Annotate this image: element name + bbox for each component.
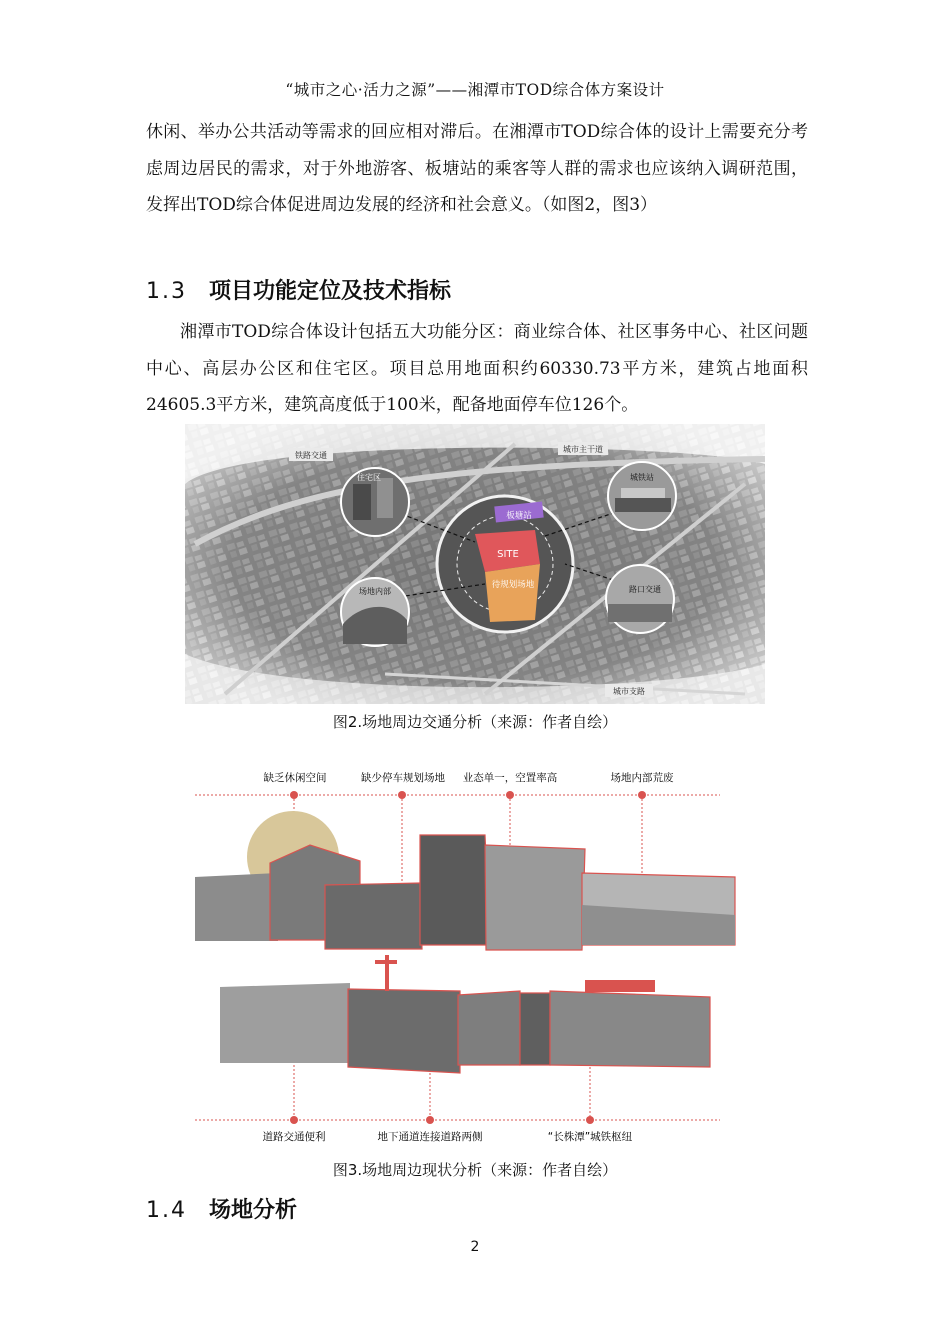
figure-3-caption: 图3.场地周边现状分析（来源：作者自绘） — [332, 1161, 618, 1179]
rail-traffic-label: 铁路交通 — [295, 451, 327, 460]
section-title: 项目功能定位及技术指标 — [209, 279, 452, 304]
bottom-photo-strip — [220, 955, 710, 1073]
figure-2-traffic-map — [185, 424, 765, 704]
bantang-label: 板塘站 — [506, 511, 532, 521]
planned-site-block — [485, 564, 540, 622]
section-heading-1-3 — [146, 274, 451, 305]
junction-photo-circle — [606, 565, 674, 633]
residential-label: 住宅区 — [357, 473, 381, 482]
site-label: SITE — [497, 549, 519, 560]
section-heading-1-4 — [146, 1193, 297, 1224]
running-header: “城市之心·活力之源”——湘潭市TOD综合体方案设计 — [285, 81, 665, 99]
figure-3-site-status — [190, 765, 765, 1155]
residential-photo-circle — [341, 468, 409, 536]
planned-site-label: 待规划场地 — [491, 580, 535, 590]
bottom-label-1: 道路交通便利 — [262, 1131, 326, 1143]
body-paragraph-2: 湘潭市TOD综合体设计包括五大功能分区：商业综合体、社区事务中心、社区问题中心、高层办公区和住宅区。项目总用地面积约60330.73平方米，建筑占地面积24605.3平方米，建筑高度低于100米，配备地面停车位126个。 — [146, 322, 808, 415]
top-label-3: 业态单一，空置率高 — [462, 772, 558, 784]
bottom-label-3: “长株潭”城铁枢纽 — [547, 1131, 633, 1143]
interior-photo-circle — [341, 578, 409, 646]
interior-label: 场地内部 — [359, 587, 391, 596]
page-number: 2 — [470, 1239, 480, 1255]
top-label-4: 场地内部荒废 — [610, 772, 674, 784]
station-photo-circle — [608, 462, 676, 530]
figure-2-caption: 图2.场地周边交通分析（来源：作者自绘） — [332, 713, 618, 731]
top-label-2: 缺少停车规划场地 — [361, 772, 445, 784]
main-road-label: 城市主干道 — [563, 445, 603, 454]
body-paragraph-1: 休闲、举办公共活动等需求的回应相对滞后。在湘潭市TOD综合体的设计上需要充分考虑周边居民的需求，对于外地游客、板塘站的乘客等人群的需求也应该纳入调研范围，发挥出TOD综合体促进周边发展的经济和社会意义。（如图2，图3） — [146, 122, 808, 215]
bottom-label-2: 地下通道连接道路两侧 — [377, 1131, 483, 1143]
branch-road-label: 城市支路 — [613, 687, 645, 696]
junction-label: 路口交通 — [629, 585, 661, 594]
section-number: 1.4 — [146, 1198, 187, 1223]
top-label-1: 缺乏休闲空间 — [263, 772, 327, 784]
section-title: 场地分析 — [209, 1198, 298, 1223]
station-label: 城铁站 — [630, 473, 654, 482]
section-number: 1.3 — [146, 279, 187, 304]
